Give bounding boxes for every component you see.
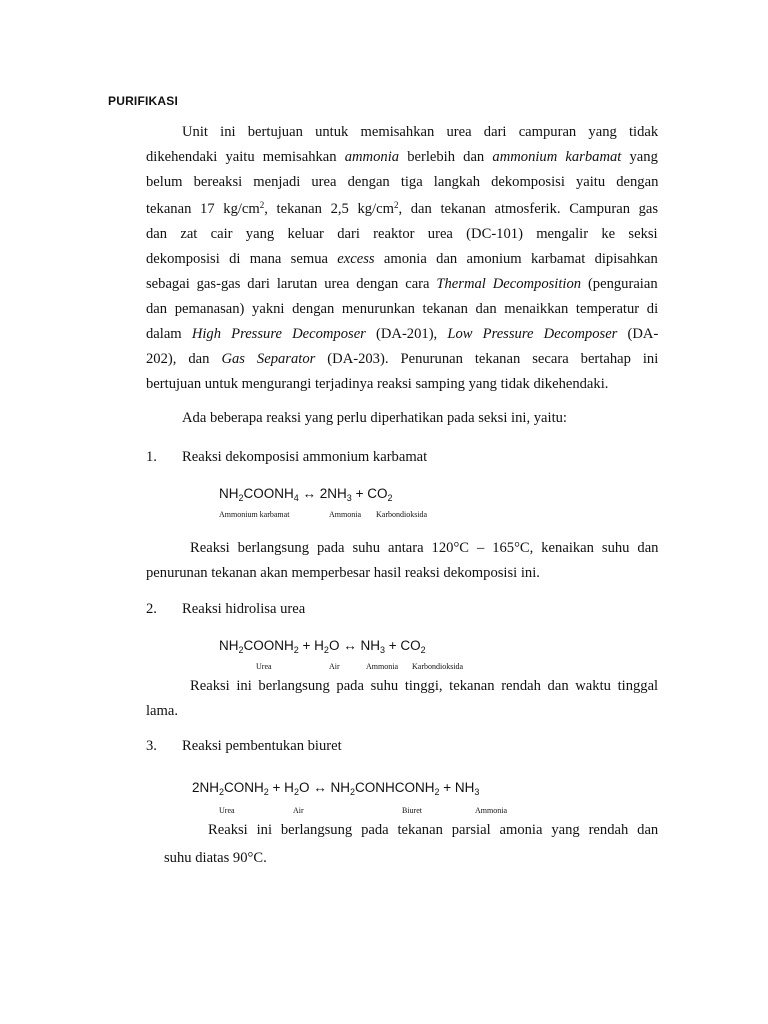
reaction-2-description: Reaksi ini berlangsung pada suhu tinggi, tekanan rendah dan waktu tinggal lama. bbox=[146, 678, 659, 719]
intro-line-8: dan pemanasan) yakni dengan menurunkan tekanan dan menaikkan temperatur di bbox=[146, 301, 659, 317]
intro-line-5: dan zat cair yang keluar dari reaktor urea (DC-101) mengalir ke seksi bbox=[146, 226, 658, 242]
reaction-3-label-ammonia: Ammonia bbox=[475, 806, 507, 815]
reaction-1-equation: $NH_2COONH_4$ ↔ $2NH_3 + CO_2$ bbox=[219, 486, 393, 503]
reaction-2-title: Reaksi hidrolisa urea bbox=[182, 601, 306, 617]
reaction-3-description: Reaksi ini berlangsung pada tekanan parsial amonia yang rendah dan suhu diatas 90°C. bbox=[164, 822, 659, 866]
reaction-3-label-water: Air bbox=[293, 806, 304, 815]
reaction-3-label-urea: Urea bbox=[219, 806, 235, 815]
reaction-3-equation: $2NH_2CONH_2 + H_2O$ ↔ $NH_2CONHCONH_2 + NH_3$ bbox=[192, 780, 480, 797]
reaction-2-label-ammonia: Ammonia bbox=[366, 662, 398, 671]
intro-paragraph bbox=[146, 120, 658, 397]
reaction-3-title: Reaksi pembentukan biuret bbox=[182, 738, 342, 754]
intro-line-2: dikehendaki yaitu memisahkan ammonia berlebih dan ammonium karbamat yang bbox=[146, 149, 658, 165]
reaction-2-equation: $NH_2COONH_2 + H_2O$ ↔ $NH_3 + CO_2$ bbox=[219, 638, 426, 655]
intro-line-7: sebagai gas-gas dari larutan urea dengan cara Thermal Decomposition (penguraian bbox=[146, 276, 658, 292]
reaction-1-number: 1. bbox=[146, 449, 157, 465]
reaction-1-title: Reaksi dekomposisi ammonium karbamat bbox=[182, 449, 428, 465]
reaction-1-description: Reaksi berlangsung pada suhu antara 120°C – 165°C, kenaikan suhu dan penurunan tekanan akan memperbesar hasil reaksi dekomposisi ini. bbox=[146, 540, 659, 581]
reaction-2-label-water: Air bbox=[329, 662, 340, 671]
section-heading: PURIFIKASI bbox=[108, 94, 179, 108]
reactions-lead: Ada beberapa reaksi yang perlu diperhatikan pada seksi ini, yaitu: bbox=[182, 410, 567, 426]
intro-line-4: tekanan 17 $kg/cm^2$, tekanan 2,5 $kg/cm^2$, dan tekanan atmosferik. Campuran gas bbox=[146, 200, 659, 217]
reaction-3-number: 3. bbox=[146, 738, 157, 754]
intro-line-9: dalam High Pressure Decomposer (DA-201), Low Pressure Decomposer (DA- bbox=[146, 326, 659, 342]
reaction-1-label-ammonia: Ammonia bbox=[329, 510, 361, 519]
intro-line-10: 202), dan Gas Separator (DA-203). Penurunan tekanan secara bertahap ini bbox=[146, 351, 659, 367]
reaction-3-label-biuret: Biuret bbox=[402, 806, 422, 815]
intro-line-6: dekomposisi di mana semua excess amonia dan amonium karbamat dipisahkan bbox=[146, 251, 658, 267]
reaction-2-number: 2. bbox=[146, 601, 157, 617]
reaction-1-label-co2: Karbondioksida bbox=[376, 510, 428, 519]
intro-line-11: bertujuan untuk mengurangi terjadinya reaksi samping yang tidak dikehendaki. bbox=[146, 376, 609, 392]
reaction-2-label-co2: Karbondioksida bbox=[412, 662, 464, 671]
reaction-1-label-reactant: Ammonium karbamat bbox=[219, 510, 290, 519]
reaction-2-label-urea: Urea bbox=[256, 662, 272, 671]
intro-line-1: Unit ini bertujuan untuk memisahkan urea dari campuran yang tidak bbox=[182, 124, 659, 140]
intro-line-3: belum bereaksi menjadi urea dengan tiga langkah dekomposisi yaitu dengan bbox=[146, 174, 659, 190]
